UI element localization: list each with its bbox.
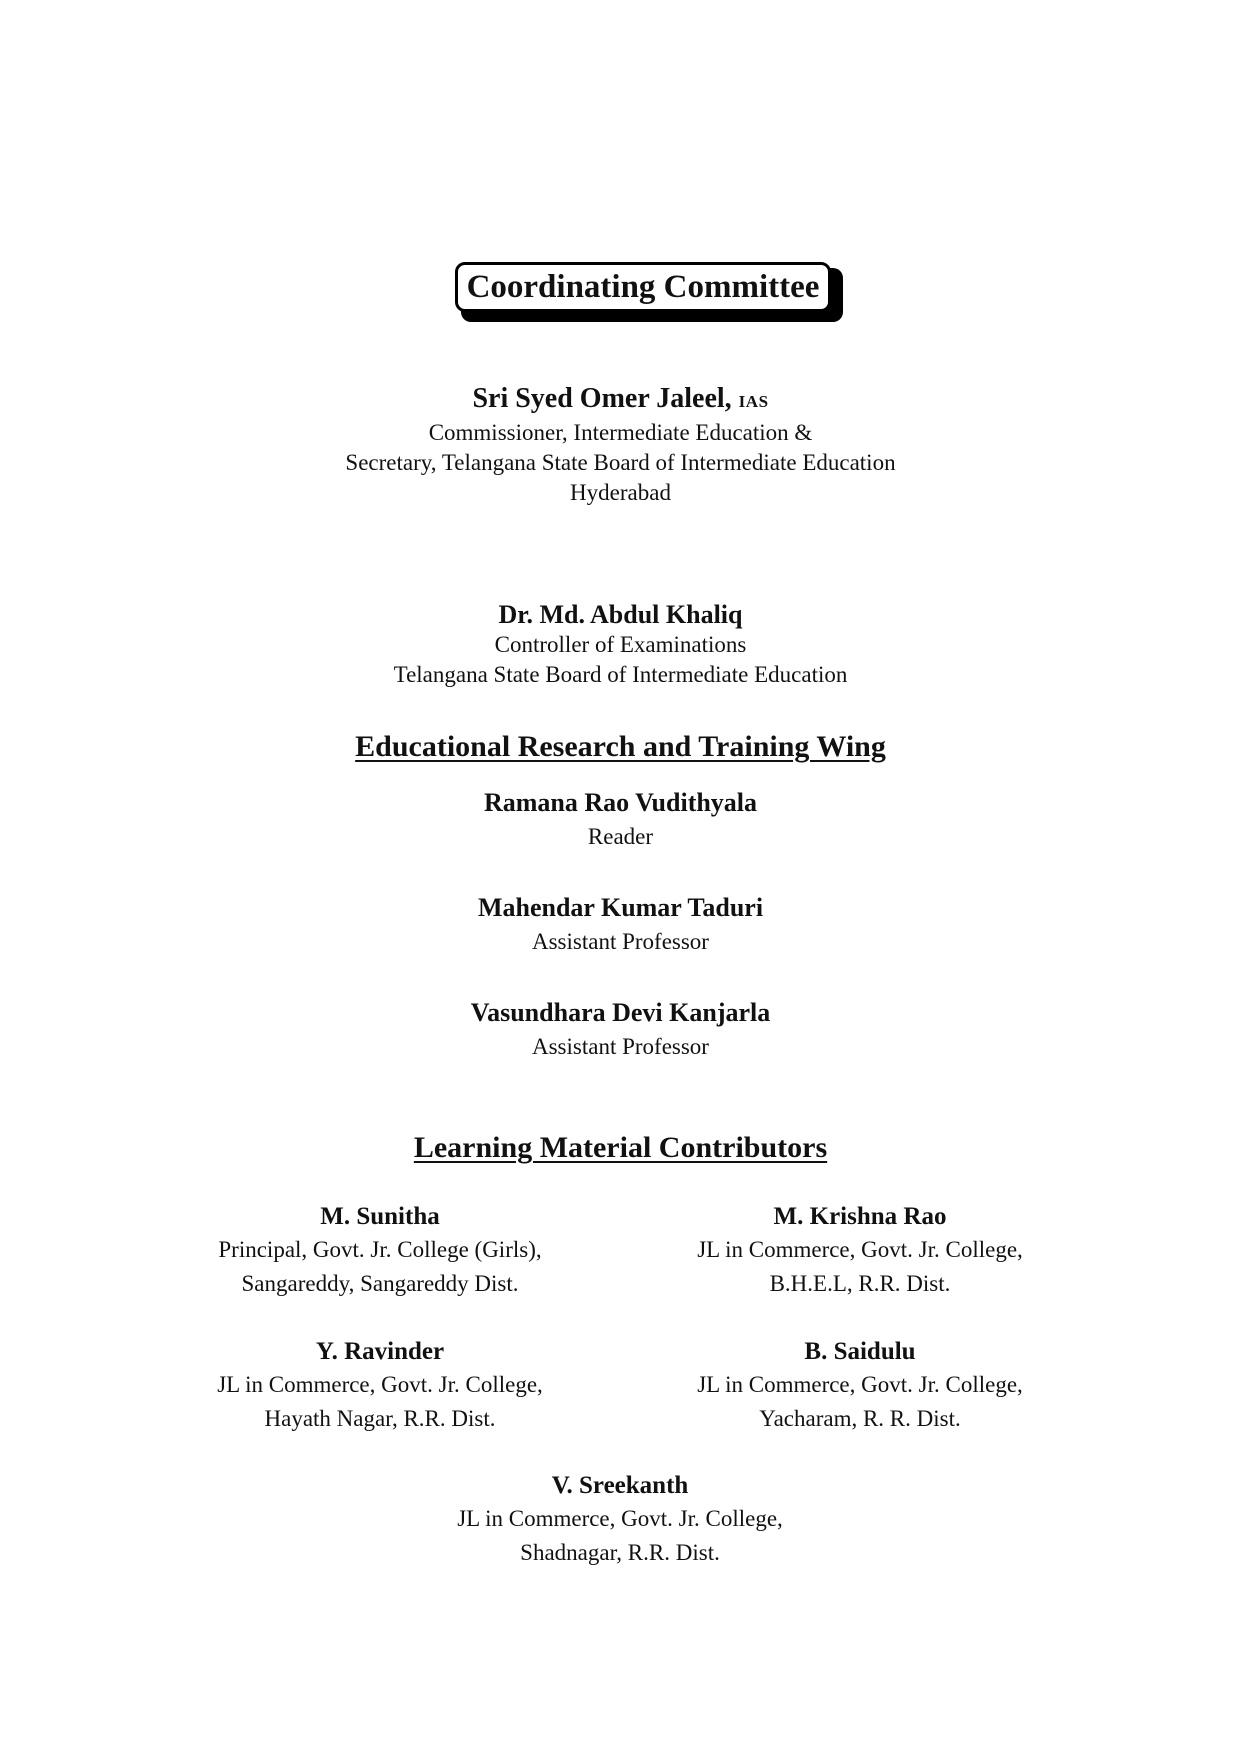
member-role: Assistant Professor <box>532 929 709 954</box>
contributor <box>370 1470 870 1570</box>
member-line: Hyderabad <box>570 480 671 505</box>
contributor-name: M. Sunitha <box>320 1203 440 1230</box>
page-title: Coordinating Committee <box>455 262 831 312</box>
contributor <box>130 1336 630 1436</box>
contributor-line: Sangareddy, Sangareddy Dist. <box>241 1271 519 1296</box>
member-name: Ramana Rao Vudithyala <box>483 788 758 817</box>
member-role: Assistant Professor <box>532 1034 709 1059</box>
member-role: Reader <box>587 824 654 849</box>
contributor-line: JL in Commerce, Govt. Jr. College, <box>697 1372 1023 1397</box>
title-box <box>455 262 837 322</box>
member-line: Telangana State Board of Intermediate Education <box>393 662 848 687</box>
contributor-name: M. Krishna Rao <box>773 1203 947 1230</box>
member-line: Secretary, Telangana State Board of Intermediate Education <box>345 450 896 475</box>
member-name: Mahendar Kumar Taduri <box>477 893 764 922</box>
ertw-member <box>0 893 1241 957</box>
ertw-member <box>0 998 1241 1062</box>
contributor <box>130 1201 630 1301</box>
contributor-name: B. Saidulu <box>804 1338 916 1365</box>
contributor-name: Y. Ravinder <box>315 1338 445 1365</box>
committee-member-1 <box>0 383 1241 508</box>
contributor-line: Yacharam, R. R. Dist. <box>759 1406 961 1431</box>
member-suffix: IAS <box>738 392 769 411</box>
contributor-line: Principal, Govt. Jr. College (Girls), <box>218 1237 542 1262</box>
contributor <box>610 1336 1110 1436</box>
member-line: Commissioner, Intermediate Education & <box>428 420 813 445</box>
member-name: Sri Syed Omer Jaleel, <box>472 383 732 414</box>
contributor-line: B.H.E.L, R.R. Dist. <box>769 1271 951 1296</box>
contributor-line: Hayath Nagar, R.R. Dist. <box>264 1406 496 1431</box>
member-name: Dr. Md. Abdul Khaliq <box>498 600 743 629</box>
section-heading-contributors: Learning Material Contributors <box>413 1131 828 1164</box>
committee-member-2 <box>0 600 1241 690</box>
contributor-line: JL in Commerce, Govt. Jr. College, <box>457 1506 783 1531</box>
section-heading-ertw: Educational Research and Training Wing <box>355 730 886 763</box>
ertw-member <box>0 788 1241 852</box>
contributor-line: JL in Commerce, Govt. Jr. College, <box>217 1372 543 1397</box>
contributor-line: Shadnagar, R.R. Dist. <box>520 1540 720 1565</box>
contributor <box>610 1201 1110 1301</box>
member-name: Vasundhara Devi Kanjarla <box>470 998 771 1027</box>
contributor-line: JL in Commerce, Govt. Jr. College, <box>697 1237 1023 1262</box>
contributor-name: V. Sreekanth <box>551 1472 689 1499</box>
member-line: Controller of Examinations <box>494 632 747 657</box>
